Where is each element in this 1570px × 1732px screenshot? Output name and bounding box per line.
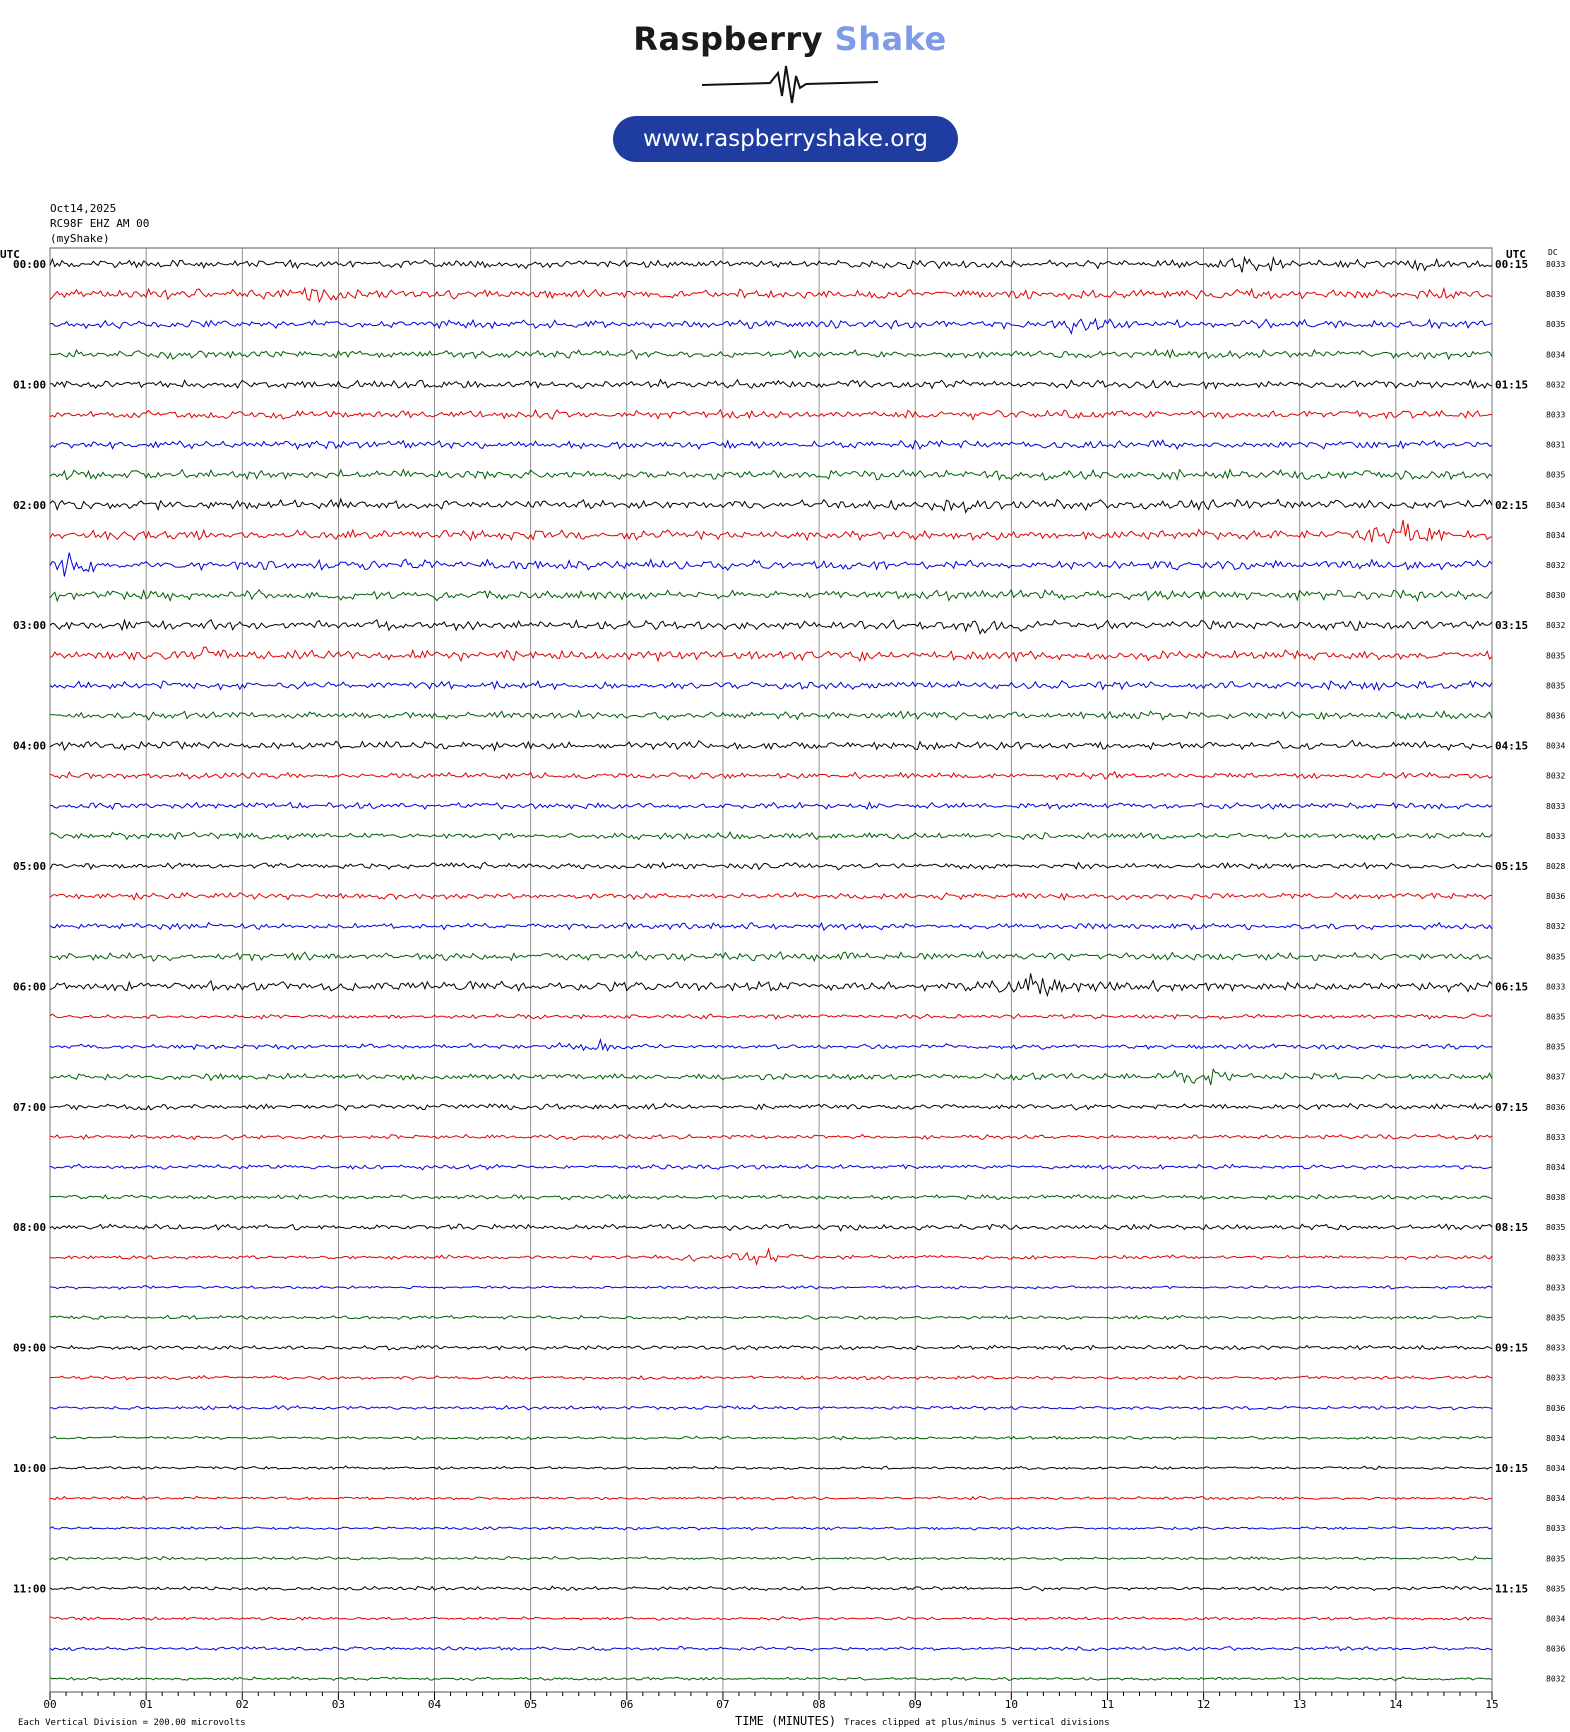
trace-2 (50, 319, 1492, 333)
dc-header: DC (1548, 248, 1558, 257)
dc-value-25: 8035 (1546, 1012, 1566, 1022)
trace-6 (50, 440, 1492, 449)
dc-value-39: 8034 (1546, 1433, 1566, 1443)
trace-1 (50, 288, 1492, 302)
hour-label-right-9: 09:15 (1495, 1341, 1529, 1355)
trace-0 (50, 258, 1492, 273)
hour-label-right-0: 00:15 (1495, 258, 1529, 271)
dc-value-47: 8032 (1546, 1674, 1566, 1684)
dc-value-24: 8033 (1546, 982, 1566, 992)
trace-12 (50, 620, 1492, 634)
header-date: Oct14,2025 (50, 202, 117, 215)
brand-title-part1: Raspberry (633, 20, 824, 58)
trace-16 (50, 741, 1492, 751)
dc-value-5: 8033 (1546, 410, 1566, 420)
dc-value-14: 8035 (1546, 681, 1566, 691)
dc-value-19: 8033 (1546, 831, 1566, 841)
header-station: RC98F EHZ AM 00 (50, 217, 150, 230)
hour-label-right-10: 10:15 (1495, 1462, 1529, 1475)
hour-label-right-4: 04:15 (1495, 739, 1529, 753)
trace-41 (50, 1496, 1492, 1500)
dc-value-12: 8032 (1546, 621, 1566, 631)
trace-45 (50, 1617, 1492, 1621)
dc-value-28: 8036 (1546, 1102, 1566, 1112)
hour-label-right-11: 11:15 (1495, 1582, 1529, 1596)
dc-value-22: 8032 (1546, 922, 1566, 932)
trace-17 (50, 772, 1492, 780)
hour-label-left-8: 08:00 (13, 1221, 47, 1235)
trace-11 (50, 590, 1492, 601)
trace-23 (50, 952, 1492, 962)
trace-8 (50, 499, 1492, 513)
dc-value-1: 8039 (1546, 290, 1566, 300)
x-tick-label-10: 10 (1004, 1698, 1018, 1711)
dc-value-9: 8034 (1546, 530, 1566, 540)
dc-value-44: 8035 (1546, 1584, 1566, 1594)
x-tick-label-02: 02 (235, 1698, 249, 1711)
hour-label-right-8: 08:15 (1495, 1221, 1529, 1235)
dc-value-45: 8034 (1546, 1614, 1566, 1624)
trace-44 (50, 1586, 1492, 1591)
trace-4 (50, 380, 1492, 389)
dc-value-33: 8033 (1546, 1253, 1566, 1263)
x-tick-label-05: 05 (524, 1698, 538, 1711)
trace-14 (50, 681, 1492, 690)
hour-label-right-2: 02:15 (1495, 498, 1529, 512)
dc-value-46: 8036 (1546, 1644, 1566, 1654)
trace-29 (50, 1134, 1492, 1139)
dc-value-31: 8038 (1546, 1193, 1566, 1203)
dc-value-32: 8035 (1546, 1223, 1566, 1233)
hour-label-right-7: 07:15 (1495, 1100, 1529, 1114)
trace-27 (50, 1069, 1492, 1085)
plot-frame (50, 248, 1492, 1692)
dc-value-15: 8036 (1546, 711, 1566, 721)
hour-label-left-11: 11:00 (13, 1582, 47, 1596)
hour-label-right-5: 05:15 (1495, 860, 1529, 873)
trace-21 (50, 893, 1492, 900)
utc-left-label: UTC (0, 248, 20, 261)
trace-40 (50, 1466, 1492, 1470)
trace-42 (50, 1527, 1492, 1530)
x-tick-label-13: 13 (1293, 1698, 1307, 1711)
trace-25 (50, 1014, 1492, 1019)
hour-label-left-9: 09:00 (13, 1341, 47, 1355)
dc-value-13: 8035 (1546, 651, 1566, 661)
dc-value-30: 8034 (1546, 1163, 1566, 1172)
dc-value-10: 8032 (1546, 561, 1566, 570)
x-tick-label-11: 11 (1100, 1698, 1115, 1711)
hour-label-left-10: 10:00 (13, 1462, 47, 1475)
dc-value-2: 8035 (1546, 320, 1566, 330)
dc-value-43: 8035 (1546, 1554, 1566, 1564)
trace-36 (50, 1345, 1492, 1350)
header-network: (myShake) (50, 232, 110, 245)
hour-label-left-7: 07:00 (13, 1100, 47, 1114)
x-tick-label-06: 06 (620, 1698, 634, 1711)
trace-32 (50, 1224, 1492, 1231)
scale-note: Each Vertical Division = 200.00 microvolts (18, 1718, 246, 1728)
x-axis-title: TIME (MINUTES) (735, 1714, 837, 1728)
trace-37 (50, 1376, 1492, 1380)
dc-value-4: 8032 (1546, 380, 1566, 390)
x-tick-label-04: 04 (427, 1698, 442, 1711)
dc-value-27: 8037 (1546, 1072, 1566, 1082)
trace-31 (50, 1195, 1492, 1200)
trace-43 (50, 1557, 1492, 1561)
dc-value-26: 8035 (1546, 1042, 1566, 1052)
hour-label-left-5: 05:00 (13, 860, 47, 873)
trace-47 (50, 1677, 1492, 1681)
trace-46 (50, 1647, 1492, 1651)
trace-20 (50, 863, 1492, 870)
x-tick-label-01: 01 (139, 1698, 153, 1711)
x-tick-label-00: 00 (43, 1698, 57, 1711)
dc-value-37: 8033 (1546, 1373, 1566, 1383)
trace-33 (50, 1249, 1492, 1264)
trace-5 (50, 410, 1492, 420)
hour-label-left-4: 04:00 (13, 739, 47, 753)
dc-value-6: 8031 (1546, 440, 1566, 450)
dc-value-7: 8035 (1546, 470, 1566, 480)
dc-value-23: 8035 (1546, 952, 1566, 962)
trace-38 (50, 1406, 1492, 1410)
x-tick-label-14: 14 (1389, 1698, 1403, 1711)
hour-label-left-2: 02:00 (13, 498, 47, 512)
trace-19 (50, 832, 1492, 840)
trace-24 (50, 973, 1492, 995)
trace-18 (50, 802, 1492, 809)
x-tick-label-08: 08 (812, 1698, 826, 1711)
trace-28 (50, 1103, 1492, 1110)
hour-label-left-0: 00:00 (13, 258, 47, 271)
dc-value-42: 8033 (1546, 1524, 1566, 1534)
dc-value-0: 8033 (1546, 260, 1566, 269)
dc-value-35: 8035 (1546, 1313, 1566, 1323)
dc-value-34: 8033 (1546, 1283, 1566, 1293)
hour-label-left-3: 03:00 (13, 619, 47, 633)
trace-22 (50, 923, 1492, 931)
hour-label-right-3: 03:15 (1495, 619, 1529, 633)
x-tick-label-03: 03 (331, 1698, 346, 1711)
hour-label-right-1: 01:15 (1495, 378, 1529, 392)
trace-3 (50, 350, 1492, 359)
hour-label-left-6: 06:00 (13, 980, 47, 994)
hour-label-right-6: 06:15 (1495, 980, 1529, 994)
x-tick-label-12: 12 (1196, 1698, 1211, 1711)
clip-note: Traces clipped at plus/minus 5 vertical divisions (844, 1718, 1110, 1728)
dc-value-18: 8033 (1546, 801, 1566, 811)
dc-value-40: 8034 (1546, 1464, 1566, 1473)
trace-10 (50, 553, 1492, 577)
brand-title-part2: Shake (834, 20, 947, 58)
dc-value-21: 8036 (1546, 892, 1566, 902)
trace-30 (50, 1164, 1492, 1170)
x-tick-label-07: 07 (716, 1698, 730, 1711)
utc-right-label: UTC (1506, 248, 1526, 261)
dc-value-11: 8030 (1546, 591, 1566, 601)
trace-9 (50, 520, 1492, 543)
dc-value-16: 8034 (1546, 741, 1566, 751)
trace-39 (50, 1436, 1492, 1440)
trace-13 (50, 647, 1492, 661)
trace-26 (50, 1040, 1492, 1051)
dc-value-29: 8033 (1546, 1132, 1566, 1142)
trace-15 (50, 711, 1492, 720)
trace-7 (50, 470, 1492, 480)
x-tick-label-15: 15 (1485, 1698, 1499, 1711)
dc-value-3: 8034 (1546, 350, 1566, 360)
dc-value-36: 8033 (1546, 1343, 1566, 1353)
dc-value-17: 8032 (1546, 771, 1566, 781)
dc-value-8: 8034 (1546, 500, 1566, 510)
trace-34 (50, 1286, 1492, 1290)
x-tick-label-09: 09 (908, 1698, 922, 1711)
hour-label-left-1: 01:00 (13, 378, 47, 392)
dc-value-41: 8034 (1546, 1494, 1566, 1504)
dc-value-38: 8036 (1546, 1403, 1566, 1413)
dc-value-20: 8028 (1546, 862, 1566, 871)
trace-35 (50, 1315, 1492, 1319)
brand-url[interactable]: www.raspberryshake.org (613, 116, 958, 162)
